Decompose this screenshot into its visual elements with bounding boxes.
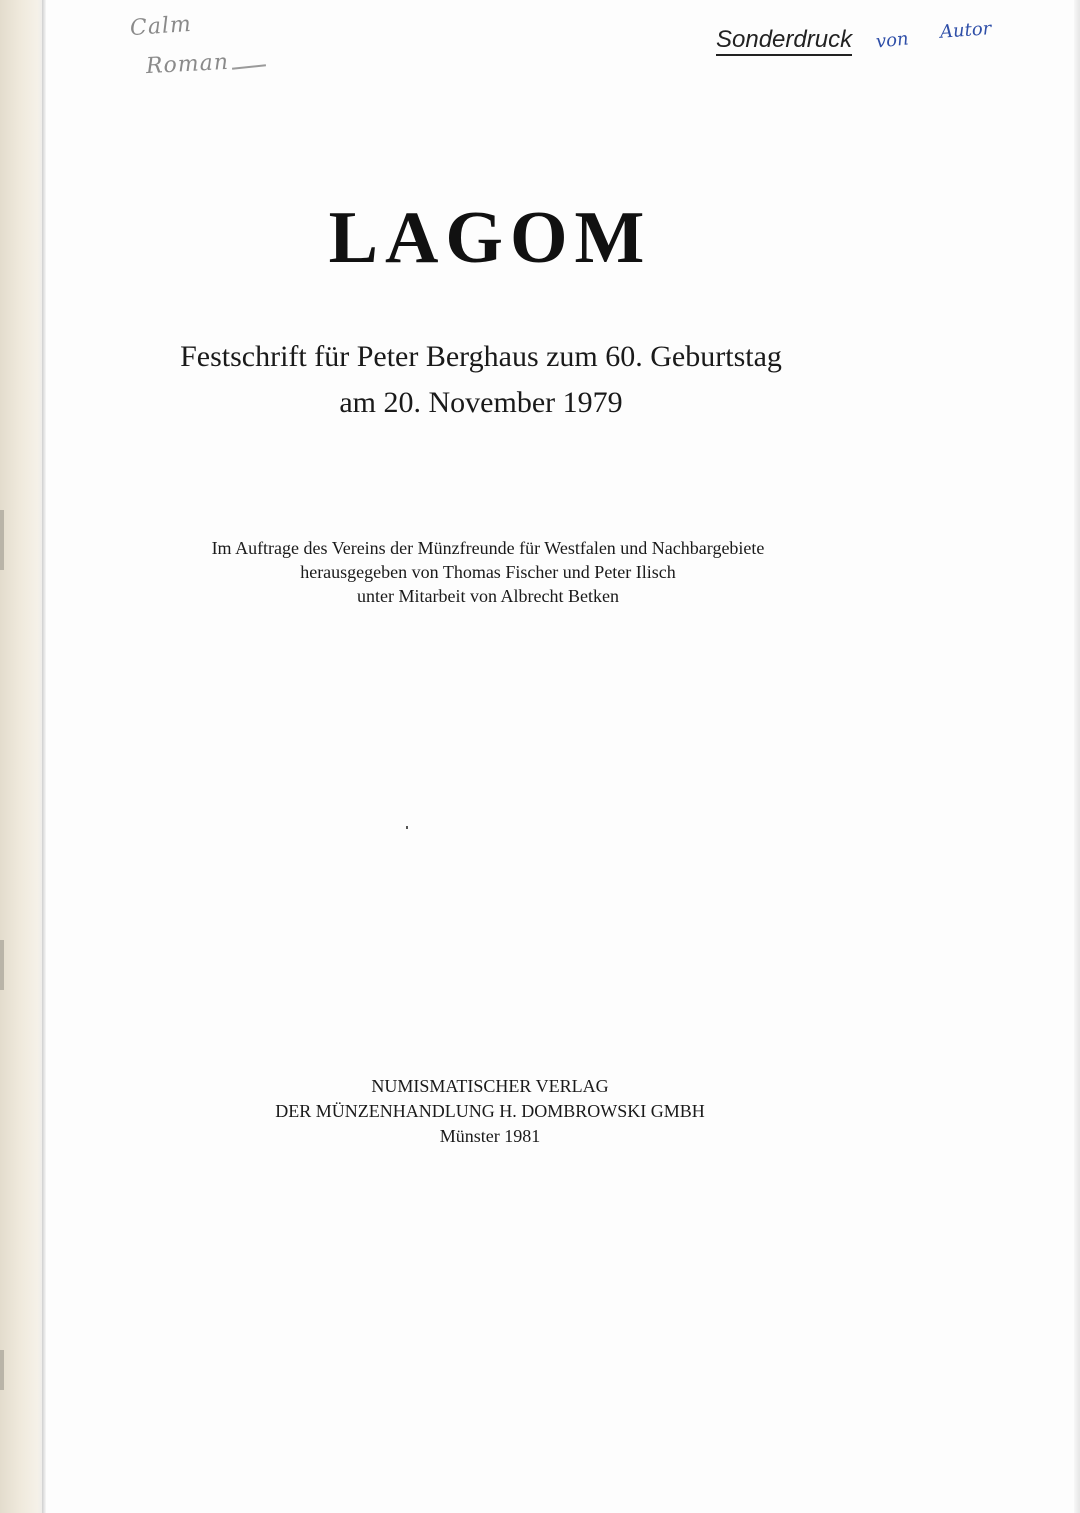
pencil-note-2: Roman: [145, 49, 230, 80]
paper-speck: [406, 826, 408, 829]
pencil-note-1: Calm: [129, 11, 193, 42]
document-title: LAGOM: [328, 197, 652, 279]
ink-note-2: Autor: [939, 18, 992, 43]
subtitle-line-2: am 20. November 1979: [339, 386, 623, 419]
binding-mark: [0, 940, 4, 990]
offprint-label: Sonderdruck: [716, 26, 852, 56]
right-page-edge: [1074, 0, 1080, 1513]
editors-line-1: Im Auftrage des Vereins der Münzfreunde für Westfalen und Nachbargebiete: [211, 538, 765, 558]
publisher-line-2: DER MÜNZENHANDLUNG H. DOMBROWSKI GMBH: [275, 1101, 705, 1121]
editors-line-2: herausgegeben von Thomas Fischer und Peter Ilisch: [300, 562, 676, 582]
binding-mark: [0, 1350, 4, 1390]
ink-note-1: von: [874, 28, 910, 53]
subtitle-line-1: Festschrift für Peter Berghaus zum 60. Geburtstag: [180, 340, 782, 373]
publisher-line-3: Münster 1981: [439, 1126, 541, 1146]
pencil-stroke: [232, 64, 266, 70]
editors-line-3: unter Mitarbeit von Albrecht Betken: [357, 586, 619, 606]
publisher-line-1: NUMISMATISCHER VERLAG: [371, 1076, 609, 1096]
